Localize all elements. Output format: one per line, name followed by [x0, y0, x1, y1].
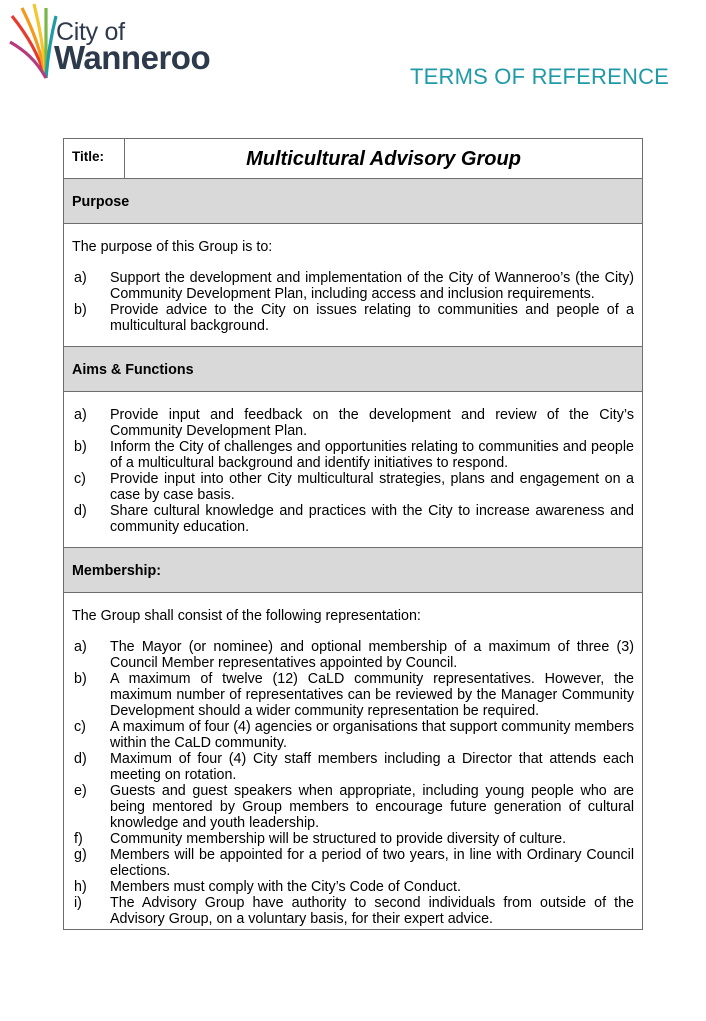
logo-line-2: Wanneroo — [54, 39, 211, 76]
list-item-marker: g) — [74, 847, 87, 863]
city-of-wanneroo-logo — [8, 2, 228, 82]
list-item-text: Members will be appointed for a period of two years, in line with Ordinary Council elections. — [110, 847, 634, 879]
purpose-list — [72, 270, 634, 334]
list-item — [72, 407, 634, 439]
list-item-marker: a) — [74, 639, 87, 655]
list-item-marker: b) — [74, 302, 87, 318]
list-item-text: Support the development and implementation of the City of Wanneroo’s (the City) Community Development Plan, including access and inclusion requirements. — [110, 270, 634, 302]
list-item-text: Inform the City of challenges and opportunities relating to communities and people of a multicultural background and identify initiatives to respond. — [110, 439, 634, 471]
list-item — [72, 831, 634, 847]
logo-line-1: City of — [56, 18, 125, 46]
purpose-heading-row — [64, 179, 643, 224]
membership-heading: Membership: — [64, 548, 643, 593]
list-item-text: The Mayor (or nominee) and optional membership of a maximum of three (3) Council Member representatives appointed by Council. — [110, 639, 634, 671]
list-item-marker: i) — [74, 895, 82, 911]
list-item — [72, 270, 634, 302]
list-item-marker: f) — [74, 831, 83, 847]
list-item-text: Provide advice to the City on issues relating to communities and people of a multicultural background. — [110, 302, 634, 334]
list-item — [72, 302, 634, 334]
list-item — [72, 439, 634, 471]
list-item — [72, 671, 634, 719]
list-item-marker: b) — [74, 439, 87, 455]
list-item — [72, 783, 634, 831]
membership-intro: The Group shall consist of the following representation: — [72, 608, 421, 624]
list-item — [72, 719, 634, 751]
purpose-body-row — [64, 224, 643, 347]
list-item-text: Share cultural knowledge and practices with the City to increase awareness and community education. — [110, 503, 634, 535]
title-label: Title: — [64, 139, 125, 179]
list-item-text: Community membership will be structured to provide diversity of culture. — [110, 831, 567, 847]
list-item-marker: h) — [74, 879, 87, 895]
list-item — [72, 847, 634, 879]
list-item-text: Provide input and feedback on the development and review of the City’s Community Development Plan. — [110, 407, 634, 439]
document-title: Multicultural Advisory Group — [125, 139, 643, 179]
membership-heading-row — [64, 548, 643, 593]
list-item-text: Guests and guest speakers when appropriate, including young people who are being mentored by Group members to encourage future generation of cultural knowledge and youth leadership. — [110, 783, 634, 831]
document-type-heading: TERMS OF REFERENCE — [410, 64, 670, 89]
purpose-body — [64, 224, 643, 347]
membership-body-row — [64, 593, 643, 930]
aims-body — [64, 392, 643, 548]
list-item-text: Maximum of four (4) City staff members including a Director that attends each meeting on rotation. — [110, 751, 634, 783]
list-item-text: A maximum of four (4) agencies or organisations that support community members within the CaLD community. — [110, 719, 634, 751]
purpose-intro: The purpose of this Group is to: — [72, 239, 273, 255]
list-item — [72, 639, 634, 671]
list-item — [72, 751, 634, 783]
list-item — [72, 503, 634, 535]
list-item-marker: d) — [74, 503, 87, 519]
purpose-heading: Purpose — [64, 179, 643, 224]
list-item-marker: a) — [74, 407, 87, 423]
list-item-marker: d) — [74, 751, 87, 767]
list-item-marker: c) — [74, 719, 86, 735]
list-item-marker: c) — [74, 471, 86, 487]
list-item-text: Members must comply with the City’s Code of Conduct. — [110, 879, 461, 895]
list-item-marker: a) — [74, 270, 87, 286]
list-item — [72, 471, 634, 503]
list-item-text: A maximum of twelve (12) CaLD community representatives. However, the maximum number of representatives can be reviewed by the Manager Community Development should a wider community representation be required. — [110, 671, 634, 719]
list-item — [72, 879, 634, 895]
logo-leaf-icon — [8, 2, 58, 80]
membership-list — [72, 639, 634, 927]
aims-body-row — [64, 392, 643, 548]
list-item-text: Provide input into other City multicultural strategies, plans and engagement on a case by case basis. — [110, 471, 634, 503]
list-item — [72, 895, 634, 927]
membership-body — [64, 593, 643, 930]
aims-heading-row — [64, 347, 643, 392]
terms-of-reference-table — [63, 138, 643, 930]
aims-heading: Aims & Functions — [64, 347, 643, 392]
list-item-text: The Advisory Group have authority to second individuals from outside of the Advisory Group, on a voluntary basis, for their expert advice. — [110, 895, 634, 927]
aims-list — [72, 407, 634, 535]
list-item-marker: b) — [74, 671, 87, 687]
title-row — [64, 139, 643, 179]
list-item-marker: e) — [74, 783, 87, 799]
